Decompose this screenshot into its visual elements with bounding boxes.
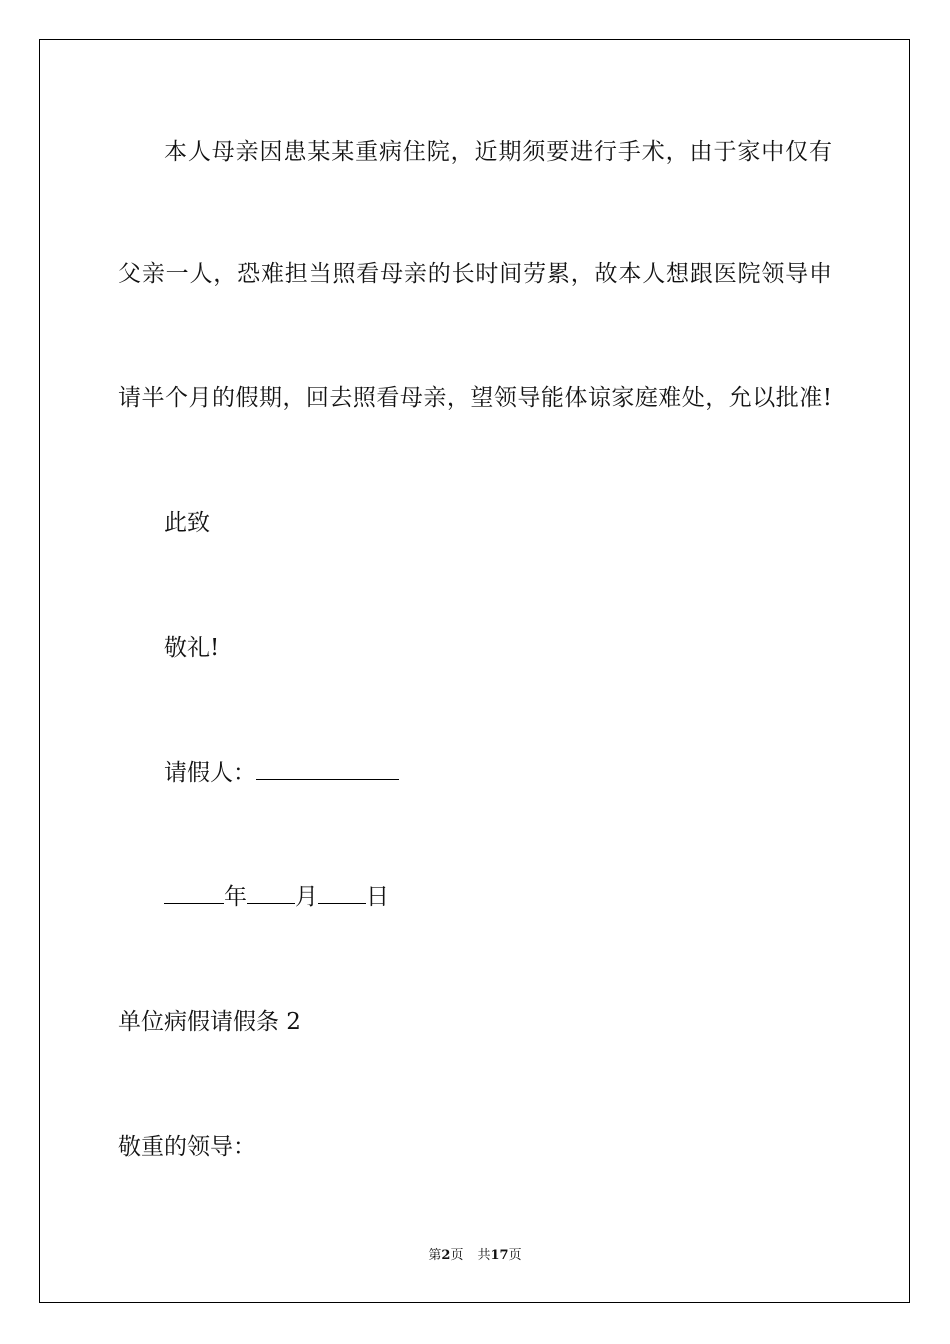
- applicant-label: 请假人：: [164, 760, 256, 786]
- footer-total-prefix: 共: [477, 1248, 491, 1263]
- footer-total-pages: 17: [490, 1248, 509, 1263]
- date-line: [164, 881, 389, 913]
- month-label: 月: [295, 884, 318, 910]
- closing-jingli: 敬礼!: [164, 635, 220, 661]
- salutation: 敬重的领导：: [118, 1134, 256, 1160]
- closing-cizhi: 此致: [164, 510, 210, 536]
- footer-prefix: 第: [428, 1248, 442, 1263]
- paragraph-line-3: 请半个月的假期，回去照看母亲，望领导能体谅家庭难处，允以批准!: [118, 385, 832, 411]
- year-label: 年: [224, 884, 247, 910]
- year-blank: [164, 883, 224, 904]
- paragraph-line-2: 父亲一人，恐难担当照看母亲的长时间劳累，故本人想跟医院领导申: [118, 261, 832, 287]
- section-title: 单位病假请假条 2: [118, 1009, 301, 1035]
- applicant-blank: [256, 759, 399, 780]
- month-blank: [247, 883, 295, 904]
- footer-total-suffix: 页: [508, 1248, 522, 1263]
- applicant-line: [164, 757, 399, 789]
- page-border: [39, 39, 910, 1303]
- day-label: 日: [366, 884, 389, 910]
- footer-page-suffix: 页: [450, 1248, 464, 1263]
- page-footer: [0, 1244, 950, 1263]
- paragraph-line-1: 本人母亲因患某某重病住院，近期须要进行手术，由于家中仅有: [164, 139, 832, 165]
- day-blank: [318, 883, 366, 904]
- footer-page-number: 2: [441, 1248, 451, 1263]
